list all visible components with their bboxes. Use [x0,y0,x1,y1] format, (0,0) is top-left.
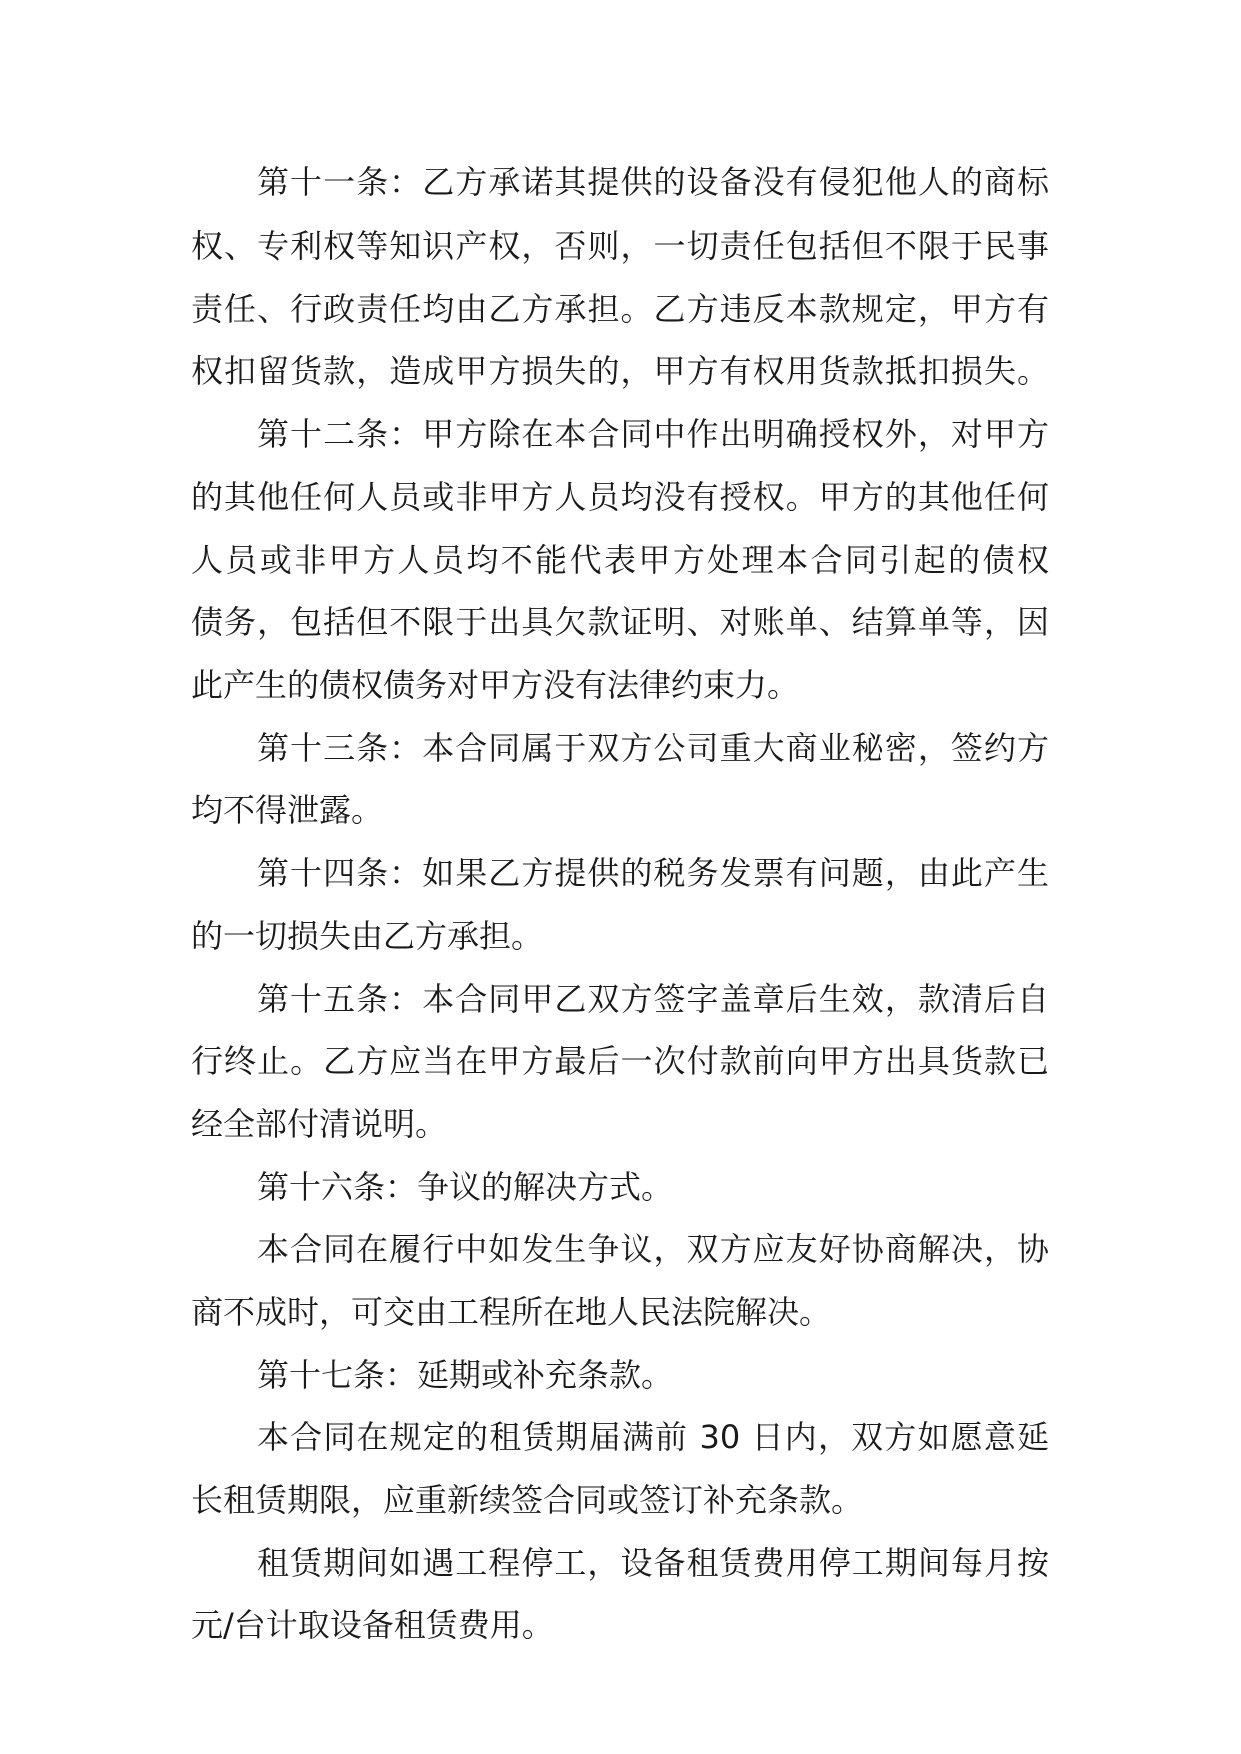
text-line: 行终止。乙方应当在甲方最后一次付款前向甲方出具货款已 [191,1042,1049,1080]
text-line: 第十七条：延期或补充条款。 [257,1356,674,1394]
text-line: 本合同在履行中如发生争议，双方应友好协商解决，协 [257,1230,1049,1268]
text-line: 第十六条：争议的解决方式。 [257,1168,674,1206]
text-line: 责任、行政责任均由乙方承担。乙方违反本款规定，甲方有 [191,290,1049,328]
text-line: 权、专利权等知识产权，否则，一切责任包括但不限于民事 [191,227,1049,265]
text-line: 此产生的债权债务对甲方没有法律约束力。 [191,666,800,704]
text-line: 的一切损失由乙方承担。 [191,917,544,955]
text-line: 本合同在规定的租赁期届满前 30 日内，双方如愿意延 [257,1418,1049,1456]
text-line: 第十三条：本合同属于双方公司重大商业秘密，签约方 [257,729,1049,767]
text-line: 均不得泄露。 [191,791,384,829]
text-line: 长租赁期限，应重新续签合同或签订补充条款。 [191,1481,864,1519]
text-line: 经全部付清说明。 [191,1105,448,1143]
text-line: 商不成时，可交由工程所在地人民法院解决。 [191,1293,832,1331]
text-line: 第十五条：本合同甲乙双方签字盖章后生效，款清后自 [257,980,1049,1018]
text-line: 第十四条：如果乙方提供的税务发票有问题，由此产生 [257,854,1049,892]
text-line: 元/台计取设备租赁费用。 [191,1606,554,1644]
text-line: 人员或非甲方人员均不能代表甲方处理本合同引起的债权 [191,541,1049,579]
text-line: 租赁期间如遇工程停工，设备租赁费用停工期间每月按 [257,1544,1049,1582]
text-line: 第十一条：乙方承诺其提供的设备没有侵犯他人的商标 [257,163,1049,201]
text-line: 第十二条：甲方除在本合同中作出明确授权外，对甲方 [257,415,1049,453]
text-line: 债务，包括但不限于出具欠款证明、对账单、结算单等，因 [191,603,1049,641]
text-line: 的其他任何人员或非甲方人员均没有授权。甲方的其他任何 [191,478,1049,516]
text-line: 权扣留货款，造成甲方损失的，甲方有权用货款抵扣损失。 [191,352,1049,390]
